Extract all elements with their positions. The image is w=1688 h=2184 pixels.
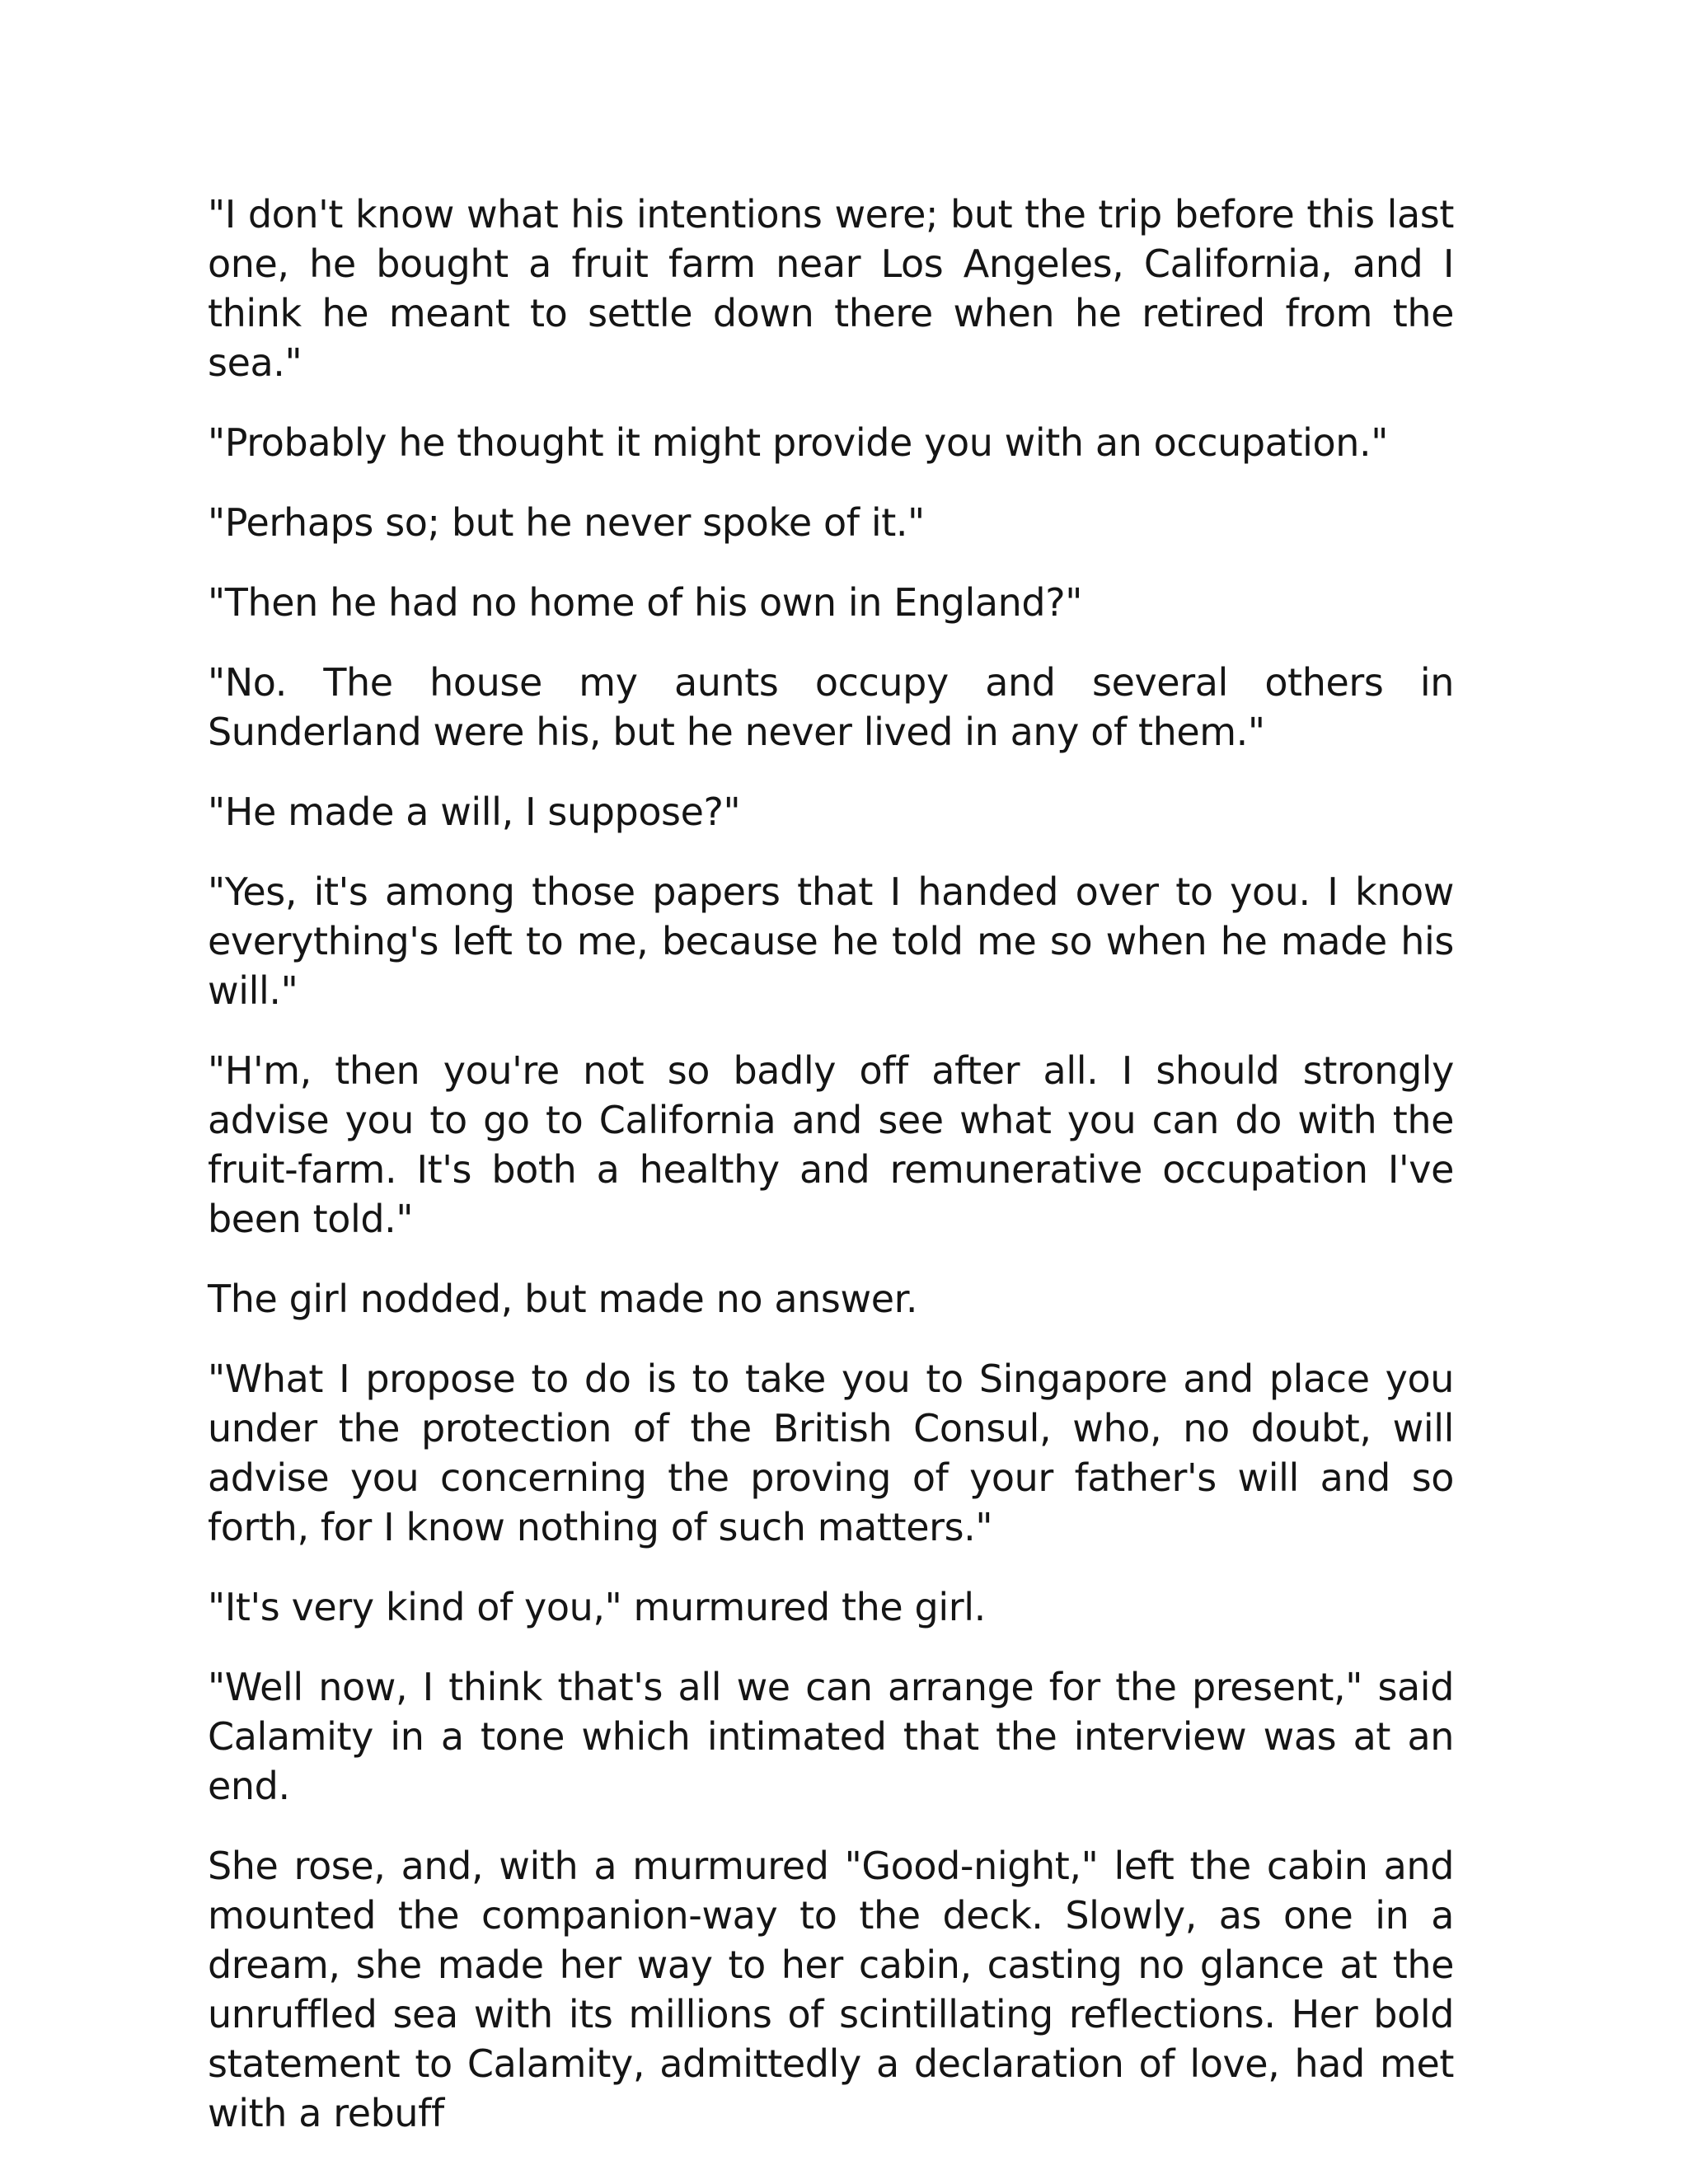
paragraph-8: "H'm, then you're not so badly off after all. I should strongly advise you to go to California and see what you can do with the fruit-farm. It's both a healthy and remunerative occupation I've been told."	[208, 1048, 1454, 1241]
paragraph-11: "It's very kind of you," murmured the girl.	[208, 1585, 986, 1629]
paragraph-5: "No. The house my aunts occupy and several others in Sunderland were his, but he never lived in any of them."	[208, 660, 1454, 754]
paragraph-9: The girl nodded, but made no answer.	[208, 1277, 918, 1321]
paragraph-13: She rose, and, with a murmured "Good-night," left the cabin and mounted the companion-way to the deck. Slowly, as one in a dream, she made her way to her cabin, casting no glance at the unruffled sea with its millions of scintillating reflections. Her bold statement to Calamity, admittedly a declaration of love, had met with a rebuff	[208, 1844, 1454, 2135]
paragraph-10: "What I propose to do is to take you to Singapore and place you under the protection of the British Consul, who, no doubt, will advise you concerning the proving of your father's will and so forth, for I know nothing of such matters."	[208, 1357, 1454, 1549]
paragraph-12: "Well now, I think that's all we can arrange for the present," said Calamity in a tone which intimated that the interview was at an end.	[208, 1665, 1454, 1808]
paragraph-1: "I don't know what his intentions were; but the trip before this last one, he bought a fruit farm near Los Angeles, California, and I think he meant to settle down there when he retired from the sea."	[208, 192, 1454, 385]
paragraph-2: "Probably he thought it might provide you with an occupation."	[208, 420, 1389, 465]
paragraph-3: "Perhaps so; but he never spoke of it."	[208, 500, 925, 545]
paragraph-6: "He made a will, I suppose?"	[208, 790, 741, 834]
page-body	[208, 190, 1454, 2168]
paragraph-7: "Yes, it's among those papers that I handed over to you. I know everything's left to me, because he told me so when he made his will."	[208, 869, 1454, 1013]
paragraph-4: "Then he had no home of his own in England?"	[208, 580, 1082, 625]
